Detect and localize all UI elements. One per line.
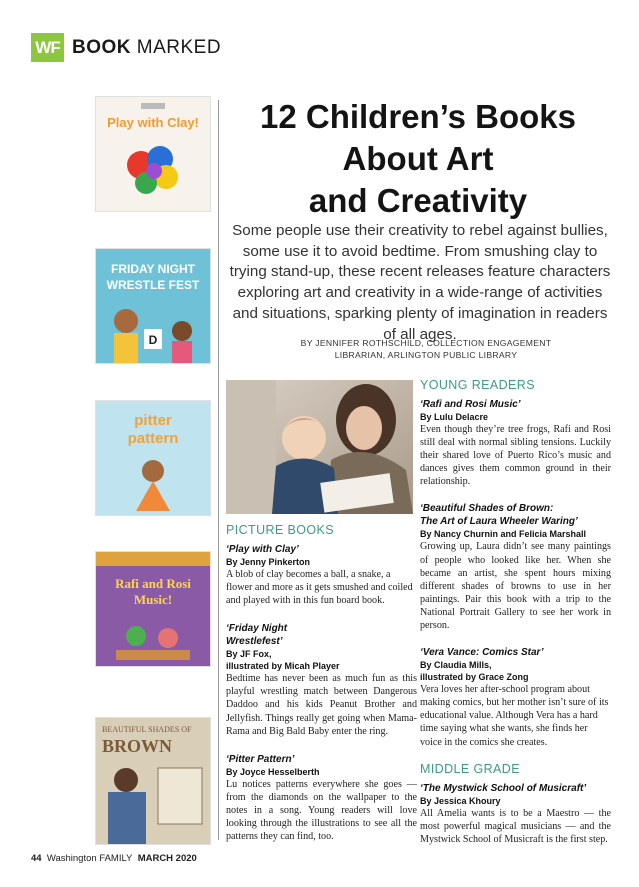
book-entry (420, 646, 611, 748)
cover-title-wrestle-2: WRESTLE FEST (106, 278, 200, 292)
page-number: 44 (31, 853, 42, 864)
book-entry (420, 398, 611, 488)
section-title-rest: MARKED (131, 37, 222, 58)
book-description: A blob of clay becomes a ball, a snake, a flower and more as it gets smushed and coiled and played with in this fun board book. (226, 569, 413, 607)
book-entry (226, 622, 417, 737)
cover-title-rafi-2: Music! (133, 592, 173, 607)
section-title (72, 37, 221, 59)
cover-title-brown-2: BROWN (102, 736, 173, 756)
svg-text:D: D (148, 333, 158, 347)
book-description: Growing up, Laura didn’t see many paintings of people who looked like her. When she became an artist, she spent hours mixing different shades of browns to use in her paintings. Pair this book with a trip to the National Portrait Gallery to see her work in person. (420, 541, 611, 632)
reading-photo (226, 380, 413, 514)
book-description: Bedtime has never been as much fun as this playful wrestling match between Dangerous Daddoo and his kids Peanut Brother and Jellyfish. Things really get going when Mama-Rama and Big Bald Baby enter the ring. (226, 673, 417, 737)
article-title-line: About Art (342, 140, 494, 177)
byline-line: BY JENNIFER ROTHSCHILD, COLLECTION ENGAGEMENT (300, 338, 552, 348)
section-heading-middle-grade: MIDDLE GRADE (420, 762, 520, 776)
cover-title-clay: Play with Clay! (107, 115, 199, 130)
book-title: Wrestlefest’ (226, 636, 283, 648)
cover-title-pattern: pattern (127, 430, 179, 447)
cover-title-wrestle-1: FRIDAY NIGHT (110, 262, 196, 276)
article-byline (260, 338, 592, 361)
book-title: ‘Rafi and Rosi Music’ (420, 399, 521, 410)
cover-pitter-pattern (95, 400, 211, 516)
section-title-bold: BOOK (72, 37, 131, 58)
book-author: By Claudia Mills, (420, 660, 492, 671)
article-intro: Some people use their creativity to rebel against bullies, some use it to avoid bedtime. From smushing clay to trying stand-up, these recent releases feature characters exploring art and creativity in a wide-range of activities and situations, sparking plenty of imagination in readers of all ages. (229, 222, 611, 343)
book-entry (420, 782, 611, 846)
book-title: ‘Friday Night (226, 623, 288, 635)
book-title: ‘Pitter Pattern’ (226, 753, 295, 765)
book-author: By Nancy Churnin and Felicia Marshall (420, 529, 587, 540)
cover-beautiful-shades-of-brown (95, 717, 211, 845)
book-entry (420, 502, 611, 632)
book-illustrator: illustrated by Micah Player (226, 661, 340, 672)
magazine-logo: WF (31, 33, 64, 62)
cover-friday-night-wrestlefest (95, 248, 211, 364)
cover-title-rafi-1: Rafi and Rosi (115, 576, 191, 591)
byline-line: LIBRARIAN, ARLINGTON PUBLIC LIBRARY (334, 349, 518, 360)
young-readers-section (420, 378, 611, 749)
article-title-line: 12 Children’s Books (259, 98, 577, 135)
cover-title-brown-1: BEAUTIFUL SHADES OF (102, 725, 192, 734)
book-entry (226, 543, 417, 607)
picture-books-section (226, 523, 417, 843)
book-description: Vera loves her after-school program about making comics, but her mother isn’t sure of its educational value. Although Vera has a hard time saying what she wants, she finds her voice in the comics she creates. (420, 684, 609, 748)
book-author: By JF Fox, (226, 649, 272, 660)
book-illustrator: illustrated by Grace Zong (420, 672, 529, 683)
book-author: By Lulu Delacre (420, 412, 489, 422)
book-title: ‘Beautiful Shades of Brown: (420, 503, 554, 515)
cover-play-with-clay (95, 96, 211, 212)
cover-title-pitter: pitter (134, 412, 172, 429)
article-title (222, 96, 614, 222)
book-entry (226, 753, 417, 843)
book-description: Lu notices patterns everywhere she goes — from the diamonds on the wallpaper to the notes in a song. Young readers will love looking through the illustrations to see all the patterns they can find, too. (226, 778, 417, 843)
book-author: By Joyce Hesselberth (226, 766, 320, 777)
middle-grade-section (420, 762, 611, 846)
cover-rafi-and-rosi (95, 551, 211, 667)
book-author: By Jenny Pinkerton (226, 557, 311, 567)
publication-name: Washington FAMILY (46, 853, 133, 864)
article-title-line: and Creativity (308, 182, 528, 219)
page-footer (31, 853, 197, 864)
section-heading-picture-books: PICTURE BOOKS (226, 523, 334, 537)
book-title: ‘The Mystwick School of Musicraft’ (420, 783, 587, 794)
section-heading-young-readers: YOUNG READERS (420, 378, 535, 392)
book-author: By Jessica Khoury (420, 796, 501, 806)
issue-date: MARCH 2020 (137, 853, 197, 864)
book-title: ‘Vera Vance: Comics Star’ (420, 647, 544, 659)
column-divider (218, 100, 219, 840)
book-description: Even though they’re tree frogs, Rafi and Rosi still deal with normal sibling tensions. Luckily their shared love of Puerto Rico’s music and dances gives them common ground in their relationship. (420, 424, 611, 488)
book-title: The Art of Laura Wheeler Waring’ (420, 516, 578, 528)
book-title: ‘Play with Clay’ (226, 544, 299, 555)
book-description: All Amelia wants is to be a Maestro — the most powerful magical musicians — and the Mystwick School of Musicraft is the first step. (420, 808, 611, 846)
